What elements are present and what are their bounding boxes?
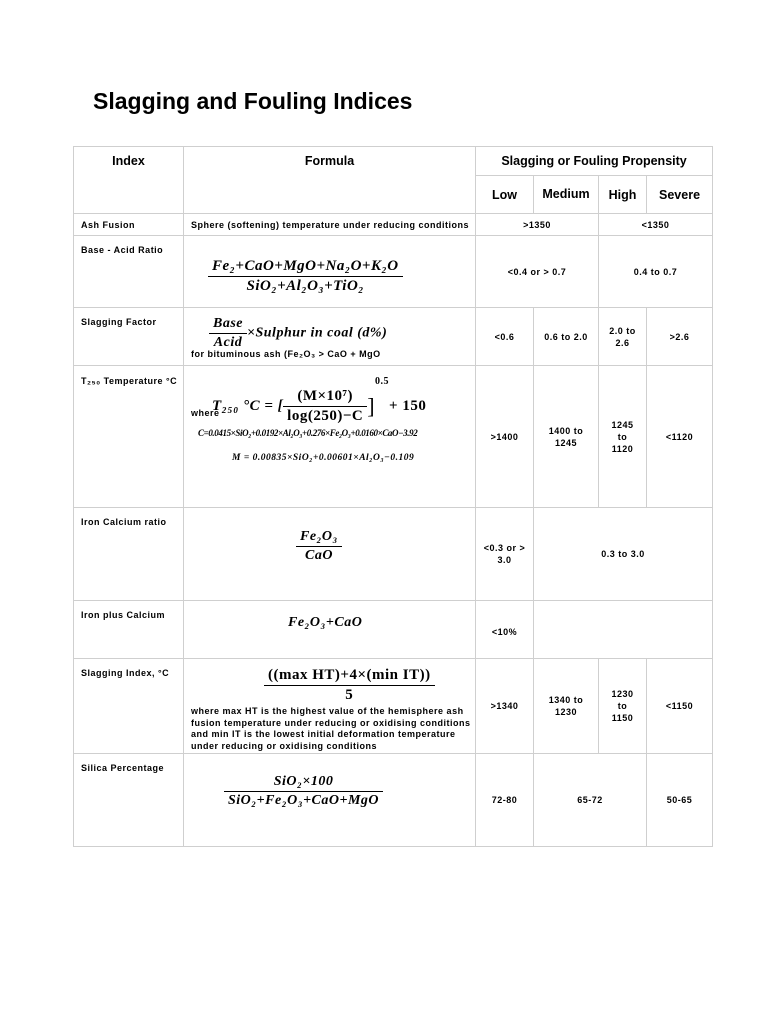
value-base-acid-high: 0.4 to 0.7 [599,236,713,308]
indices-table [73,146,713,847]
index-ash-fusion: Ash Fusion [74,214,184,236]
note: for bituminous ash (Fe₂O₃ > CaO + MgO [191,349,381,359]
fraction [283,388,367,425]
table-row [74,754,713,847]
denominator: CaO [304,548,333,563]
numerator: SiO₂×100 [224,774,383,792]
denominator: SiO₂+Fe₂O₃+CaO+MgO [228,793,380,808]
formula-base-acid [184,236,476,308]
fraction [296,529,342,564]
value-iron-plus-calcium-low: <10% [476,601,534,659]
formula-t250 [184,366,476,508]
table-row [74,508,713,601]
value-t250-medium: 1400 to 1245 [534,366,599,508]
header-low: Low [476,176,534,214]
fraction [209,316,247,351]
index-t250: T₂₅₀ Temperature °C [74,366,184,508]
value-slagging-factor-low: <0.6 [476,308,534,366]
formula-slagging-index [184,659,476,754]
value-slagging-index-medium: 1340 to 1230 [534,659,599,754]
index-slagging-index: Slagging Index, °C [74,659,184,754]
formula-slagging-factor [184,308,476,366]
value-t250-low: >1400 [476,366,534,508]
header-medium: Medium [534,176,599,214]
value-silica-low: 72-80 [476,754,534,847]
m-equation: M = 0.00835×SiO₂+0.00601×Al₂O₃−0.109 [232,453,415,463]
where-label: where [191,408,220,418]
denominator: Acid [213,335,243,350]
header-high: High [599,176,647,214]
numerator: Fe₂O₃ [296,529,342,547]
table-row [74,601,713,659]
plus-constant: + 150 [389,398,427,415]
bracket: ] [367,393,376,419]
value-iron-calcium-low: <0.3 or > 3.0 [476,508,534,601]
value-t250-severe: <1120 [647,366,713,508]
formula-ash-fusion: Sphere (softening) temperature under reducing conditions [184,214,476,236]
value-ash-fusion-high: <1350 [599,214,713,236]
formula-text: Fe₂O₃+CaO [288,615,363,630]
header-severe: Severe [647,176,713,214]
table-row [74,214,713,236]
numerator: ((max HT)+4×(min IT)) [264,667,435,686]
fraction [208,258,403,295]
index-iron-plus-calcium: Iron plus Calcium [74,601,184,659]
table-row [74,366,713,508]
note: where max HT is the highest value of the hemisphere ash fusion temperature under reducing or oxidising conditions and min IT is the lowest initial deformation temperature under reducing or oxidising conditions [191,706,471,751]
value-slagging-factor-severe: >2.6 [647,308,713,366]
fraction [224,774,383,809]
value-t250-high: 1245 to 1120 [599,366,647,508]
table-row [74,236,713,308]
value-iron-calcium-rest: 0.3 to 3.0 [534,508,713,601]
formula-iron-calcium [184,508,476,601]
table-row [74,308,713,366]
header-formula: Formula [184,147,476,214]
value-base-acid-low: <0.4 or > 0.7 [476,236,599,308]
index-slagging-factor: Slagging Factor [74,308,184,366]
index-silica: Silica Percentage [74,754,184,847]
denominator: log(250)−C [287,408,364,425]
numerator: Fe₂+CaO+MgO+Na₂O+K₂O [208,258,403,277]
denominator: 5 [345,687,354,703]
value-silica-medium: 65-72 [534,754,647,847]
header-index: Index [74,147,184,214]
numerator: (M×10⁷) [283,388,367,407]
value-silica-severe: 50-65 [647,754,713,847]
multiplier: ×Sulphur in coal (d%) [247,325,388,341]
exponent: 0.5 [375,376,390,387]
t250-lhs: T₂₅₀ °C = [ [212,398,284,415]
formula-iron-plus-calcium [184,601,476,659]
value-ash-fusion-low: >1350 [476,214,599,236]
table-row [74,659,713,754]
c-equation: C=0.0415×SiO₂+0.0192×Al₂O₃+0.276×Fe₂O₃+0.0160×CaO−3.92 [198,428,418,438]
fraction [264,667,435,704]
page-title: Slagging and Fouling Indices [93,88,413,114]
value-slagging-factor-high: 2.0 to 2.6 [599,308,647,366]
value-slagging-index-low: >1340 [476,659,534,754]
value-slagging-factor-medium: 0.6 to 2.0 [534,308,599,366]
numerator: Base [209,316,247,334]
header-row [74,147,713,176]
header-propensity: Slagging or Fouling Propensity [476,147,713,176]
value-slagging-index-high: 1230 to 1150 [599,659,647,754]
formula-silica [184,754,476,847]
value-slagging-index-severe: <1150 [647,659,713,754]
index-base-acid: Base - Acid Ratio [74,236,184,308]
denominator: SiO₂+Al₂O₃+TiO₂ [246,278,365,294]
index-iron-calcium: Iron Calcium ratio [74,508,184,601]
empty-cell [534,601,713,659]
